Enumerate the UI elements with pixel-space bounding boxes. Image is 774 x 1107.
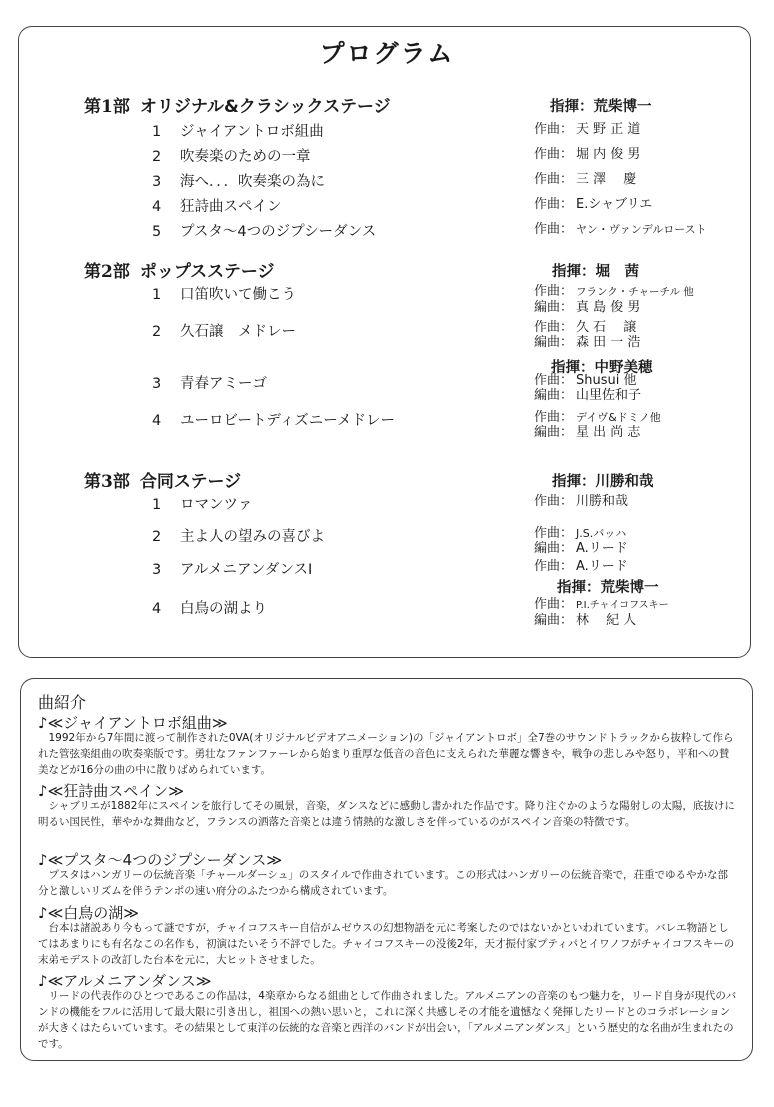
item-credits [534, 494, 628, 509]
item-title: 海へ．．．吹奏楽の為に [180, 174, 325, 190]
item-number: 3 [152, 174, 162, 190]
program-item [152, 320, 296, 341]
credit-value: フランク・チャーチル 他 [576, 286, 694, 298]
note-body: シャブリエが1882年にスペインを旅行してその風景，音楽，ダンスなどに感動し書かれた作品です。降り注ぐかのような陽射しの太陽，底抜けに明るい国民性，華やかな舞曲など，フランスの洒落た音楽とは違う情熱的な激しさを伴っているのがスペイン音楽の特徴です。 [38, 800, 735, 828]
credit-label: 作曲： [534, 526, 574, 541]
credit-label: 編曲： [534, 335, 574, 350]
item-title: ロマンツァ [180, 497, 253, 513]
section-3-conductor: 指揮：川勝和哉 [552, 474, 654, 490]
item-credits [534, 373, 641, 403]
credit-value: E.シャブリエ [576, 197, 653, 212]
credit-value: A.リード [576, 559, 628, 574]
section-3-heading [84, 467, 241, 492]
program-item [152, 170, 325, 191]
credit-label: 作曲： [534, 373, 574, 388]
item-number: 4 [152, 413, 162, 429]
item-number: 1 [152, 287, 162, 303]
section-1-heading [84, 92, 391, 117]
credit-label: 作曲： [534, 410, 574, 425]
item-title: プスタ～4つのジプシーダンス [180, 224, 377, 240]
credit-value: 山里佐和子 [576, 388, 642, 403]
credit-value: 星 出 尚 志 [576, 425, 641, 440]
notes-heading: 曲紹介 [38, 693, 87, 712]
item-number: 2 [152, 529, 162, 545]
credit-value: 林 紀 人 [576, 613, 637, 628]
credit-label: 作曲： [534, 597, 574, 612]
credit-label: 作曲： [534, 122, 574, 137]
credit-value: 川勝和哉 [576, 494, 629, 509]
item-number: 1 [152, 497, 162, 513]
credit-value: 堀 内 俊 男 [576, 147, 641, 162]
credit-label: 編曲： [534, 300, 574, 315]
section-number: 第1部 [84, 97, 130, 117]
item-credits [534, 526, 628, 556]
item-credits [534, 284, 694, 315]
credit-label: 作曲： [534, 197, 574, 212]
credit-value: Shusui 他 [576, 373, 637, 388]
item-credits [534, 147, 640, 162]
section-number: 第2部 [84, 262, 130, 282]
item-number: 5 [152, 224, 162, 240]
program-item [152, 283, 296, 304]
note-title: ♪≪ジャイアントロボ組曲≫ [38, 714, 228, 732]
note-body: プスタはハンガリーの伝統音楽「チャールダーシュ」のスタイルで作曲されています。この形式はハンガリーの伝統音楽で，荘重でゆるやかな部分と激しいリズムを伴うテンポの速い府分のふたつから構成されています。 [38, 869, 728, 897]
item-number: 2 [152, 149, 162, 165]
item-title: 主よ人の望みの喜びよ [180, 529, 325, 545]
program-item [152, 220, 376, 241]
credit-label: 作曲： [534, 559, 574, 574]
item-credits [534, 559, 628, 574]
item-number: 4 [152, 601, 162, 617]
credit-value: ヤン・ヴァンデルロースト [576, 223, 707, 236]
program-panel [18, 26, 751, 658]
credit-label: 編曲： [534, 613, 574, 628]
credit-value: 真 島 俊 男 [576, 300, 641, 315]
program-item [152, 409, 395, 430]
section-number: 第3部 [84, 472, 130, 492]
item-number: 3 [152, 562, 162, 578]
program-item [152, 372, 267, 393]
program-item [152, 195, 282, 216]
item-credits [534, 320, 640, 350]
credit-value: 三 澤 慶 [576, 172, 637, 187]
item-credits [534, 122, 640, 137]
item-number: 3 [152, 376, 162, 392]
program-item [152, 597, 267, 618]
program-item [152, 558, 312, 579]
item-credits [534, 597, 669, 628]
section-name: 合同ステージ [139, 472, 242, 492]
credit-label: 作曲： [534, 147, 574, 162]
section-3-conductor-2: 指揮：荒柴博一 [557, 580, 659, 596]
item-title: 青春アミーゴ [180, 376, 267, 392]
credit-label: 作曲： [534, 172, 574, 187]
section-name: オリジナル&クラシックステージ [139, 97, 391, 117]
credit-label: 編曲： [534, 541, 574, 556]
credit-value: デイヴ&ドミノ他 [576, 411, 661, 424]
credit-label: 編曲： [534, 388, 574, 403]
item-number: 2 [152, 324, 162, 340]
item-title: 狂詩曲スペイン [180, 199, 282, 215]
item-title: 久石譲 メドレー [180, 324, 296, 340]
credit-value: A.リード [576, 541, 628, 556]
credit-label: 作曲： [534, 222, 574, 237]
item-number: 4 [152, 199, 162, 215]
program-title: プログラム [319, 39, 455, 68]
credit-label: 作曲： [534, 320, 574, 335]
program-item [152, 120, 324, 141]
credit-label: 作曲： [534, 494, 574, 509]
credit-label: 作曲： [534, 284, 574, 299]
program-item [152, 493, 252, 514]
credit-label: 編曲： [534, 425, 574, 440]
note-body: 台本は諸説あり今もって謎ですが，チャイコフスキー自信がムゼウスの幻想物語を元に考案したのではないかといわれています。バレエ物語としてはあまりにも有名なこの名作も，初演はたいそう不評でした。チャイコフスキーの没後2年，天才振付家プティパとイワノフがチャイコフスキーの末弟モデストの改訂した台本を元に，大ヒットさせました。 [38, 922, 735, 966]
note-title: ♪≪白鳥の湖≫ [38, 904, 139, 922]
section-1-conductor: 指揮：荒柴博一 [550, 99, 652, 115]
credit-value: 久 石 譲 [576, 320, 637, 335]
credit-value: P.I.チャイコフスキー [576, 600, 669, 611]
program-item [152, 525, 325, 546]
section-2-heading [84, 257, 274, 282]
section-2-conductor-2: 指揮：中野美穂 [551, 360, 653, 376]
credit-value: 森 田 一 浩 [576, 335, 641, 350]
note-title: ♪≪狂詩曲スペイン≫ [38, 782, 184, 800]
note-body: 1992年から7年間に渡って制作された0VA(オリジナルビデオアニメーション)の「ジャイアントロボ」全7巻のサウンドトラックから抜粋して作られた管弦楽組曲の吹奏楽版です。勇壮なファンファーレから始まり重厚な低音の音色に支えられた華麗な響きや，戦争の悲しみや怒り，平和への賛美などが16分の曲の中に散りばめられています。 [38, 732, 734, 776]
item-title: 吹奏楽のための一章 [180, 149, 311, 165]
item-title: 白鳥の湖より [180, 601, 267, 617]
item-title: ジャイアントロボ組曲 [180, 124, 324, 140]
credit-value: 天 野 正 道 [576, 122, 641, 137]
section-2-conductor: 指揮：堀 茜 [552, 264, 639, 280]
note-title: ♪≪アルメニアンダンス≫ [38, 972, 212, 990]
item-credits [534, 172, 636, 187]
item-credits [534, 197, 652, 212]
credit-value: J.S.バッハ [576, 527, 627, 540]
item-title: ユーロビートディズニーメドレー [180, 413, 396, 429]
program-item [152, 145, 311, 166]
item-title: アルメニアンダンスⅠ [180, 562, 313, 578]
item-number: 1 [152, 124, 162, 140]
item-title: 口笛吹いて働こう [180, 287, 296, 303]
item-credits [534, 410, 661, 440]
section-name: ポップスステージ [139, 262, 275, 282]
item-credits [534, 222, 707, 237]
note-body: リードの代表作のひとつであるこの作品は，4楽章からなる組曲として作曲されました。アルメニアンの音楽のもつ魅力を，リード自身が現代のバンドの機能をフルに活用して最大限に引き出し，祖国への熱い思いと，これに深く共感しその才能を遺憾なく発揮したリードとのコラボレーションが大きくはたらいています。その結果として東洋の伝統的な音楽と西洋のバンドが出会い，「アルメニアンダンス」という歴史的な名曲が生まれたのです。 [38, 990, 737, 1050]
note-title: ♪≪プスタ～4つのジプシーダンス≫ [38, 851, 283, 869]
